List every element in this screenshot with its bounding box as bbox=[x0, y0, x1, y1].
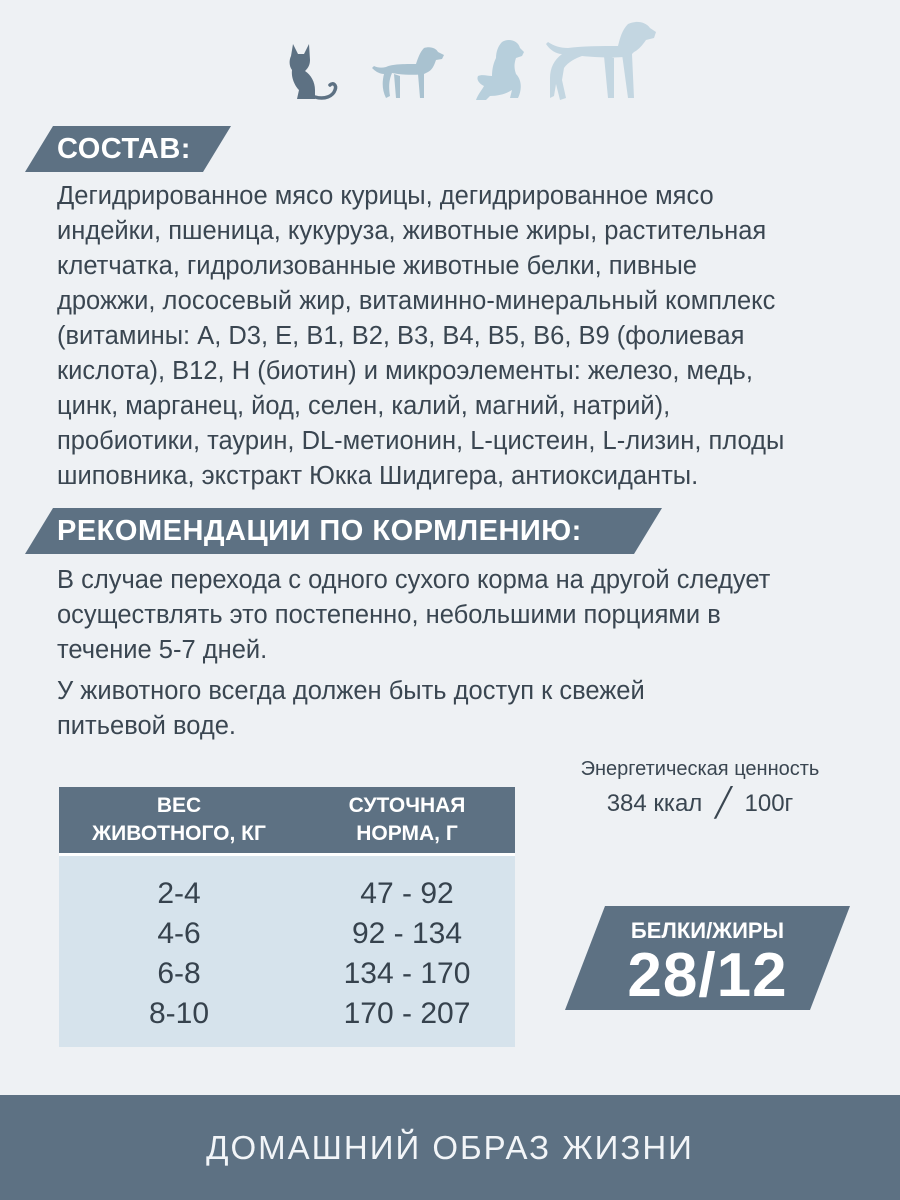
cell-norm: 170 - 207 bbox=[343, 997, 471, 1030]
text-line: кислота), B12, H (биотин) и микроэлементы: железо, медь, bbox=[57, 357, 753, 385]
text-line: пробиотики, таурин, DL-метионин, L-цистеин, L-лизин, плоды bbox=[57, 427, 785, 455]
slash-divider: ╱ bbox=[714, 787, 732, 818]
table-row bbox=[59, 994, 515, 1034]
footer-banner bbox=[0, 1095, 900, 1200]
feeding-paragraph-2 bbox=[57, 674, 857, 744]
feeding-heading-label: РЕКОМЕНДАЦИИ ПО КОРМЛЕНИЮ: bbox=[57, 514, 582, 547]
table-row bbox=[59, 914, 515, 954]
feeding-table bbox=[59, 787, 515, 1047]
table-row bbox=[59, 874, 515, 914]
table-body bbox=[59, 856, 515, 1034]
puppy-icon bbox=[468, 38, 528, 102]
cell-norm: 134 - 170 bbox=[343, 957, 471, 990]
text-line: У животного всегда должен быть доступ к свежей bbox=[57, 677, 645, 705]
composition-text bbox=[57, 179, 877, 494]
cell-weight: 6-8 bbox=[157, 957, 201, 990]
header-line: ВЕС bbox=[156, 794, 202, 817]
footer-text: ДОМАШНИЙ ОБРАЗ ЖИЗНИ bbox=[206, 1128, 694, 1166]
cat-icon bbox=[285, 42, 343, 102]
energy-per: 100г bbox=[744, 790, 794, 817]
column-header-weight bbox=[59, 792, 299, 848]
cell-norm: 92 - 134 bbox=[351, 917, 463, 950]
cell-norm: 47 - 92 bbox=[360, 877, 454, 910]
text-line: индейки, пшеница, кукуруза, животные жиры, растительная bbox=[57, 217, 767, 245]
text-line: течение 5-7 дней. bbox=[57, 636, 268, 664]
text-line: клетчатка, гидролизованные животные белки, пивные bbox=[57, 252, 697, 280]
energy-value-block bbox=[540, 758, 860, 818]
large-dog-icon bbox=[542, 20, 658, 102]
cell-weight: 4-6 bbox=[157, 917, 201, 950]
composition-heading-label: СОСТАВ: bbox=[57, 132, 191, 165]
pet-icons bbox=[280, 20, 660, 110]
protein-fat-label: БЕЛКИ/ЖИРЫ bbox=[630, 918, 785, 943]
cell-weight: 2-4 bbox=[157, 877, 201, 910]
table-header bbox=[59, 787, 515, 856]
text-line: Дегидрированное мясо курицы, дегидрированное мясо bbox=[57, 182, 714, 210]
composition-heading bbox=[25, 126, 231, 172]
table-row bbox=[59, 954, 515, 994]
header-line: ЖИВОТНОГО, КГ bbox=[92, 822, 266, 845]
energy-label: Энергетическая ценность bbox=[580, 758, 820, 780]
feeding-heading bbox=[25, 508, 662, 554]
protein-fat-value: 28/12 bbox=[627, 941, 788, 1010]
text-line: В случае перехода с одного сухого корма на другой следует bbox=[57, 566, 771, 594]
energy-kcal: 384 ккал bbox=[606, 790, 703, 817]
energy-value bbox=[540, 785, 860, 818]
small-dog-icon bbox=[368, 44, 446, 102]
cell-weight: 8-10 bbox=[148, 997, 210, 1030]
header-line: НОРМА, Г bbox=[356, 822, 458, 845]
header-line: СУТОЧНАЯ bbox=[348, 794, 466, 817]
text-line: цинк, марганец, йод, селен, калий, магний, натрий), bbox=[57, 392, 671, 420]
text-line: осуществлять это постепенно, небольшими порциями в bbox=[57, 601, 721, 629]
protein-fat-badge bbox=[565, 906, 850, 1010]
text-line: дрожжи, лососевый жир, витаминно-минеральный комплекс bbox=[57, 287, 776, 315]
text-line: (витамины: A, D3, E, B1, B2, B3, B4, B5, B6, B9 (фолиевая bbox=[57, 322, 745, 350]
text-line: шиповника, экстракт Юкка Шидигера, антиоксиданты. bbox=[57, 462, 699, 490]
column-header-daily-norm bbox=[299, 792, 515, 848]
text-line: питьевой воде. bbox=[57, 712, 236, 740]
feeding-paragraph-1 bbox=[57, 563, 857, 668]
